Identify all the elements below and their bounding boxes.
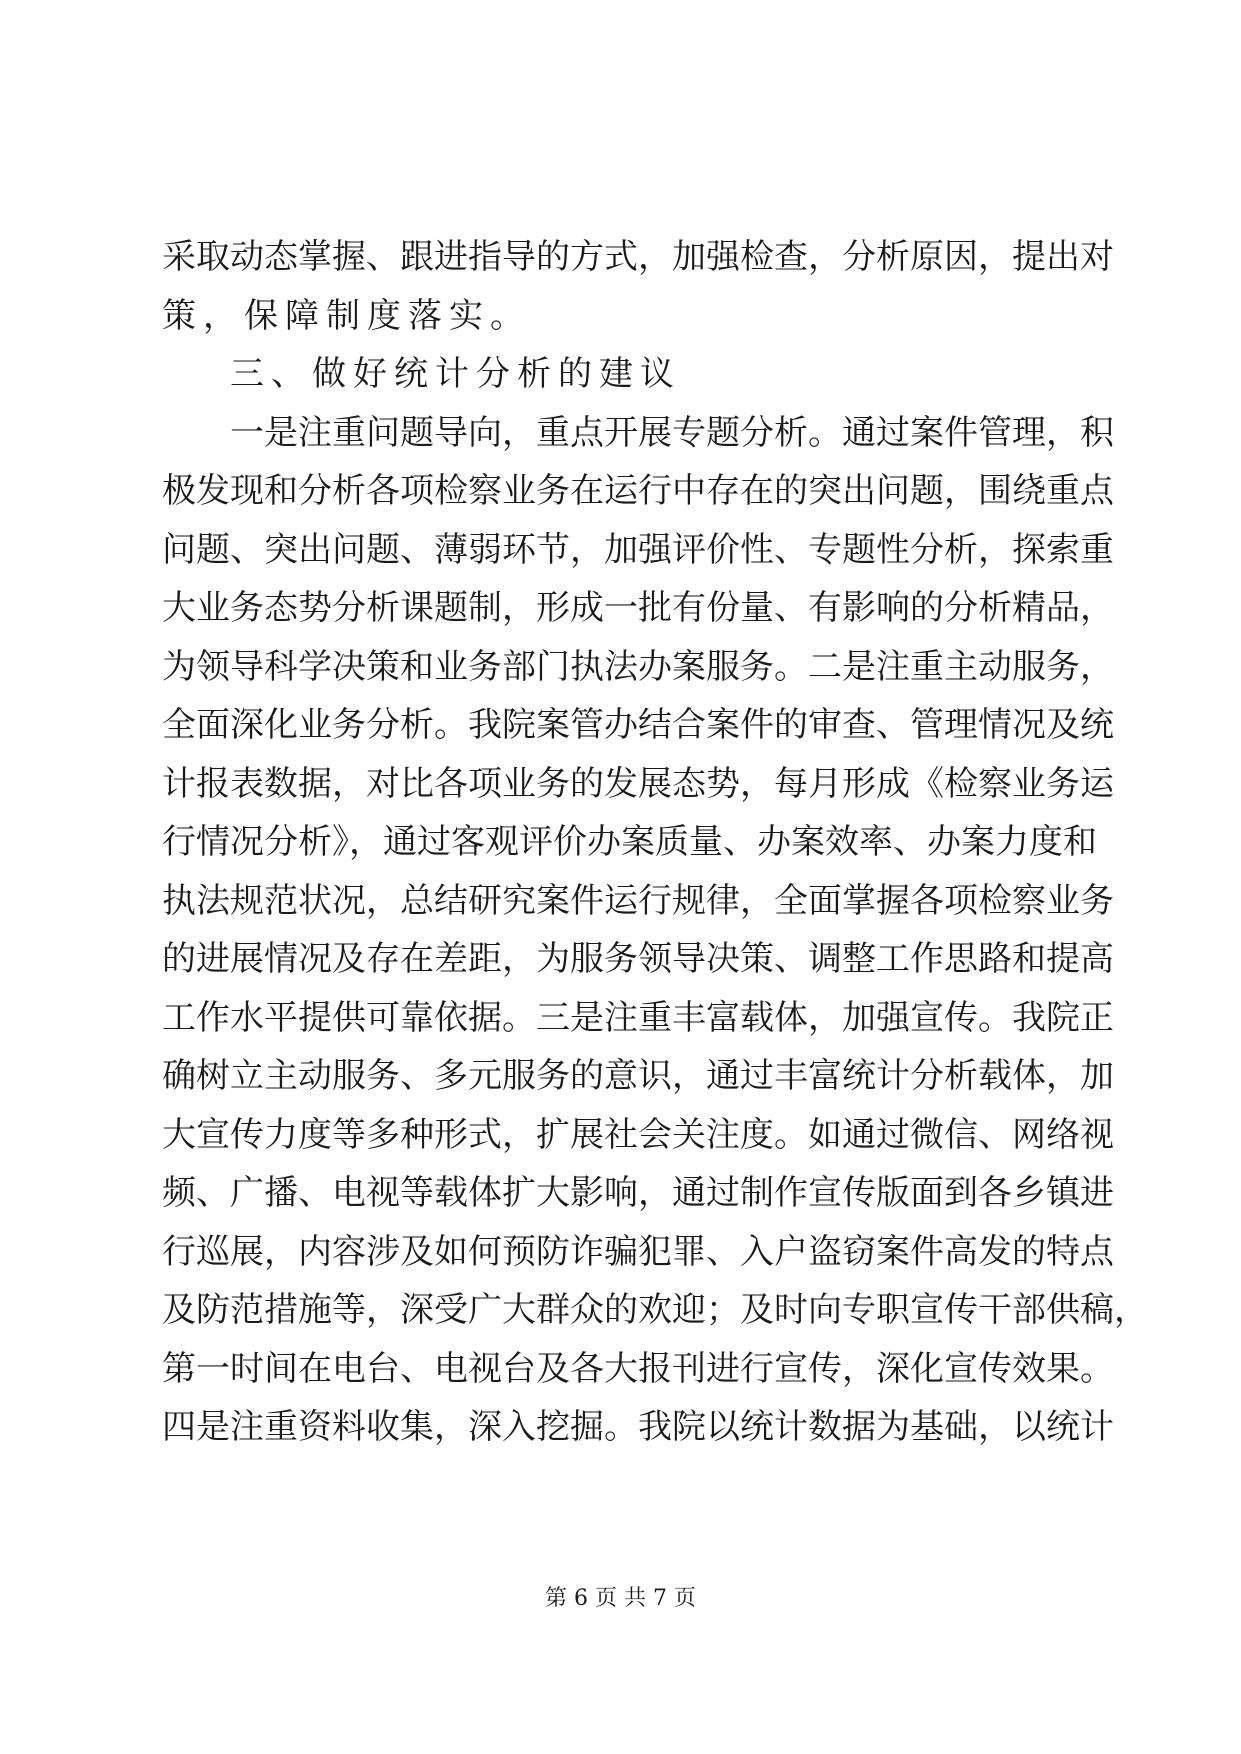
paragraph-first-line: 一是注重问题导向，重点开展专题分析。通过案件管理，积	[230, 412, 1114, 453]
text-line: 频、广播、电视等载体扩大影响，通过制作宣传版面到各乡镇进	[162, 1173, 1114, 1213]
body-text	[162, 228, 1148, 1457]
text-line: 第一时间在电台、电视台及各大报刊进行宣传，深化宣传效果。	[162, 1348, 1114, 1389]
section-heading: 三、做好统计分析的建议	[230, 354, 681, 394]
text-line: 执法规范状况，总结研究案件运行规律，全面掌握各项检察业务	[162, 880, 1114, 921]
page-number-footer: 第 6 页 共 7 页	[545, 1586, 696, 1611]
text-line: 行巡展，内容涉及如何预防诈骗犯罪、入户盗窃案件高发的特点	[162, 1231, 1114, 1272]
text-line: 工作水平提供可靠依据。三是注重丰富载体，加强宣传。我院正	[162, 997, 1114, 1038]
text-line: 全面深化业务分析。我院案管办结合案件的审查、管理情况及统	[162, 705, 1114, 745]
text-line: 问题、突出问题、薄弱环节，加强评价性、专题性分析，探索重	[162, 529, 1114, 570]
text-line: 极发现和分析各项检察业务在运行中存在的突出问题，围绕重点	[162, 471, 1114, 511]
text-line: 为领导科学决策和业务部门执法办案服务。二是注重主动服务，	[162, 646, 1114, 687]
text-line: 计报表数据，对比各项业务的发展态势，每月形成《检察业务运	[162, 763, 1114, 804]
text-line: 的进展情况及存在差距，为服务领导决策、调整工作思路和提高	[162, 939, 1114, 979]
text-line: 大宣传力度等多种形式，扩展社会关注度。如通过微信、网络视	[162, 1114, 1114, 1155]
text-line: 四是注重资料收集，深入挖掘。我院以统计数据为基础，以统计	[162, 1407, 1114, 1447]
text-line: 及防范措施等，深受广大群众的欢迎；及时向专职宣传干部供稿，	[162, 1290, 1148, 1330]
text-line: 策，保障制度落实。	[162, 295, 531, 336]
text-line: 确树立主动服务、多元服务的意识，通过丰富统计分析载体，加	[162, 1056, 1114, 1096]
text-line: 大业务态势分析课题制，形成一批有份量、有影响的分析精品，	[162, 588, 1114, 628]
text-line: 行情况分析》，通过客观评价办案质量、办案效率、办案力度和	[162, 822, 1097, 862]
text-line: 采取动态掌握、跟进指导的方式，加强检查，分析原因，提出对	[162, 237, 1114, 277]
